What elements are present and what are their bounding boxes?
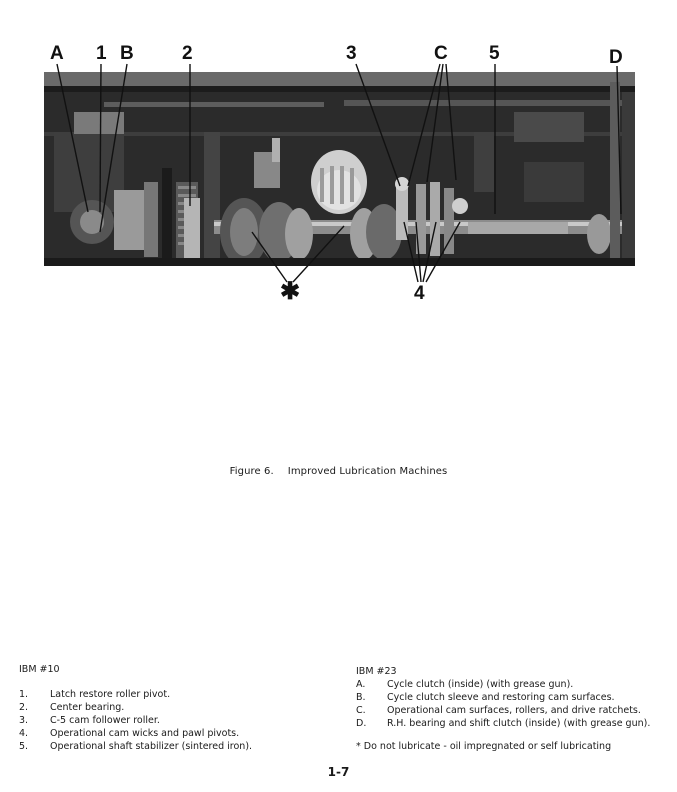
- figure-caption: [0, 466, 677, 477]
- legend-key: 2.: [19, 702, 29, 713]
- legend-item: [19, 740, 252, 753]
- legend-item: [356, 717, 650, 730]
- legend-item: [19, 727, 252, 740]
- legend-header: IBM #23: [356, 666, 397, 677]
- callout-2: 2: [182, 43, 193, 64]
- legend-text: Cycle clutch sleeve and restoring cam surfaces.: [387, 692, 615, 703]
- callout-3: 3: [346, 43, 357, 64]
- legend-text: C-5 cam follower roller.: [50, 715, 160, 726]
- figure-number: Figure 6.: [229, 466, 274, 477]
- legend-header: IBM #10: [19, 664, 60, 675]
- legend-key: D.: [356, 718, 367, 729]
- callout-1: 1: [96, 43, 107, 64]
- callout-4: 4: [414, 283, 425, 304]
- legend-ibm-23: [356, 665, 650, 730]
- lubrication-note: * Do not lubricate - oil impregnated or self lubricating: [356, 741, 612, 752]
- callout-D: D: [609, 47, 623, 68]
- callout-A: A: [50, 43, 64, 64]
- callout-5: 5: [489, 43, 500, 64]
- legend-text: Operational cam wicks and pawl pivots.: [50, 728, 240, 739]
- legend-key: A.: [356, 679, 366, 690]
- legend-item: [356, 691, 650, 704]
- legend-text: R.H. bearing and shift clutch (inside) (with grease gun).: [387, 718, 651, 729]
- legend-text: Latch restore roller pivot.: [50, 689, 171, 700]
- callout-B: B: [120, 43, 134, 64]
- figure-title: Improved Lubrication Machines: [287, 466, 448, 477]
- legend-key: B.: [356, 692, 366, 703]
- legend-text: Cycle clutch (inside) (with grease gun).: [387, 679, 574, 690]
- legend-key: C.: [356, 705, 366, 716]
- legend-key: 3.: [19, 715, 29, 726]
- legend-item: [356, 704, 650, 717]
- legend-key: 4.: [19, 728, 29, 739]
- legend-text: Center bearing.: [50, 702, 125, 713]
- page-number: 1-7: [327, 765, 350, 779]
- legend-key: 5.: [19, 741, 29, 752]
- legend-item: [19, 714, 252, 727]
- callout-C: C: [434, 43, 448, 64]
- legend-text: Operational cam surfaces, rollers, and drive ratchets.: [387, 705, 641, 716]
- legend-text: Operational shaft stabilizer (sintered iron).: [50, 741, 253, 752]
- legend-ibm-10: [19, 663, 252, 753]
- legend-item: [356, 678, 650, 691]
- legend-item: [19, 688, 252, 701]
- legend-item: [19, 701, 252, 714]
- callout-asterisk: ✱: [280, 278, 301, 305]
- legend-key: 1.: [19, 689, 29, 700]
